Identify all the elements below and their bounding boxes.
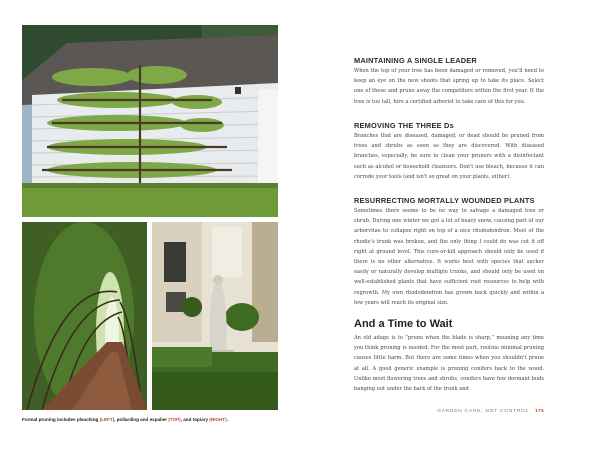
paragraph-three-ds: Branches that are diseased, damaged, or dead should be pruned from trees and shrubs as soon as they are discovered. With diseased branches, especially, be sure to clean your pruners with a disinfectant such as alcohol or household cleansers. Don't use bleach, because it can corrode your tools (and isn't so great on your plants, either). bbox=[354, 133, 544, 180]
heading-time-to-wait: And a Time to Wait bbox=[354, 318, 453, 330]
heading-resurrecting: RESURRECTING MORTALLY WOUNDED PLANTS bbox=[354, 196, 535, 205]
topiary-photo bbox=[152, 222, 278, 410]
heading-single-leader: MAINTAINING A SINGLE LEADER bbox=[354, 56, 477, 65]
caption-middle-2: , and topiary bbox=[180, 417, 209, 422]
caption-prefix: Formal pruning includes pleaching bbox=[22, 417, 99, 422]
running-head: GARDEN CARE, NOT CONTROL bbox=[437, 409, 530, 414]
page-number: 175 bbox=[535, 409, 544, 414]
photo-caption bbox=[22, 417, 322, 422]
caption-suffix: . bbox=[226, 417, 228, 422]
paragraph-single-leader: When the top of your tree has been damaged or removed, you'll need to keep an eye on the new shoots that spring up to take its place. Select one of these and prune away the competitors within the first year. If the tree is too tall, hire a certified arborist to take care of this for you. bbox=[354, 68, 544, 105]
paragraph-time-to-wait: An old adage is to “prune when the blade is sharp,” meaning any time you think pruning is needed. For the most part, routine minimal pruning causes little harm. But there are some times when you shouldn't prune at all. A good generic example is pruning conifers back to the wood. Unlike most flowering trees and shrubs, conifers have few dormant buds hanging out under the bark of the trunk and bbox=[354, 335, 544, 393]
heading-three-ds: REMOVING THE THREE Ds bbox=[354, 121, 454, 130]
caption-direction-right: (RIGHT) bbox=[209, 417, 227, 422]
espalier-photo bbox=[22, 25, 278, 217]
caption-middle-1: , pollarding and espalier bbox=[114, 417, 167, 422]
pleaching-photo bbox=[22, 222, 147, 410]
page-footer bbox=[437, 409, 544, 414]
caption-direction-top: (TOP) bbox=[168, 417, 181, 422]
paragraph-resurrecting: Sometimes there seems to be no way to salvage a damaged tree or shrub. During one winter we got a lot of heavy snow, causing part of our arborvitae to collapse right on top of a nice rhododendron. Most of the rhodie's trunk was broken, and the only thing I could do was cut it off right at ground level. This cure-or-kill approach should only be used if there is no other alternative. It works best with species that sucker easily or naturally develop multiple trunks, and should only be used on well-established plants that have sufficient root resources to help with regrowth. My own rhododendron has grown back quickly and within a few years will reach its original size. bbox=[354, 208, 544, 306]
caption-direction-left: (LEFT) bbox=[99, 417, 115, 422]
